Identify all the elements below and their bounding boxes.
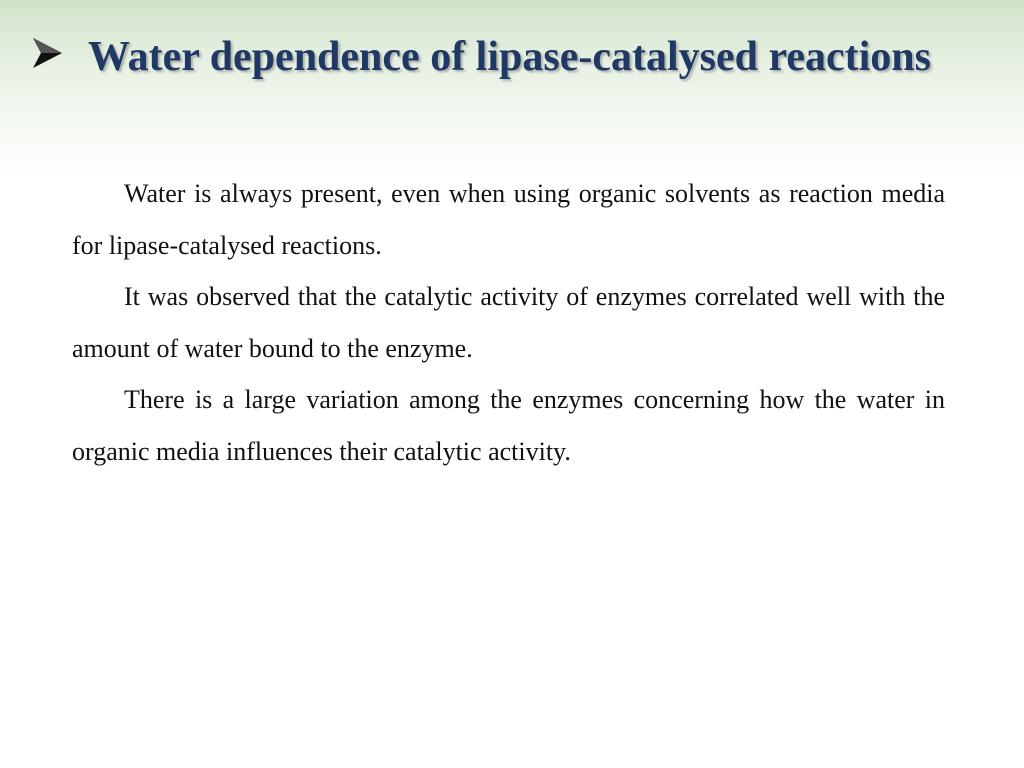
paragraph-3: There is a large variation among the enzymes concerning how the water in organic media influences their catalytic activity. xyxy=(72,385,945,466)
paragraph-2: It was observed that the catalytic activity of enzymes correlated well with the amount of water bound to the enzyme. xyxy=(72,282,945,363)
slide-title: Water dependence of lipase-catalysed reactions xyxy=(88,34,932,80)
paragraph-1: Water is always present, even when using organic solvents as reaction media for lipase-catalysed reactions. xyxy=(72,179,945,260)
title-row xyxy=(30,28,990,86)
slide-body xyxy=(72,168,945,477)
arrow-bullet-icon xyxy=(30,36,88,70)
